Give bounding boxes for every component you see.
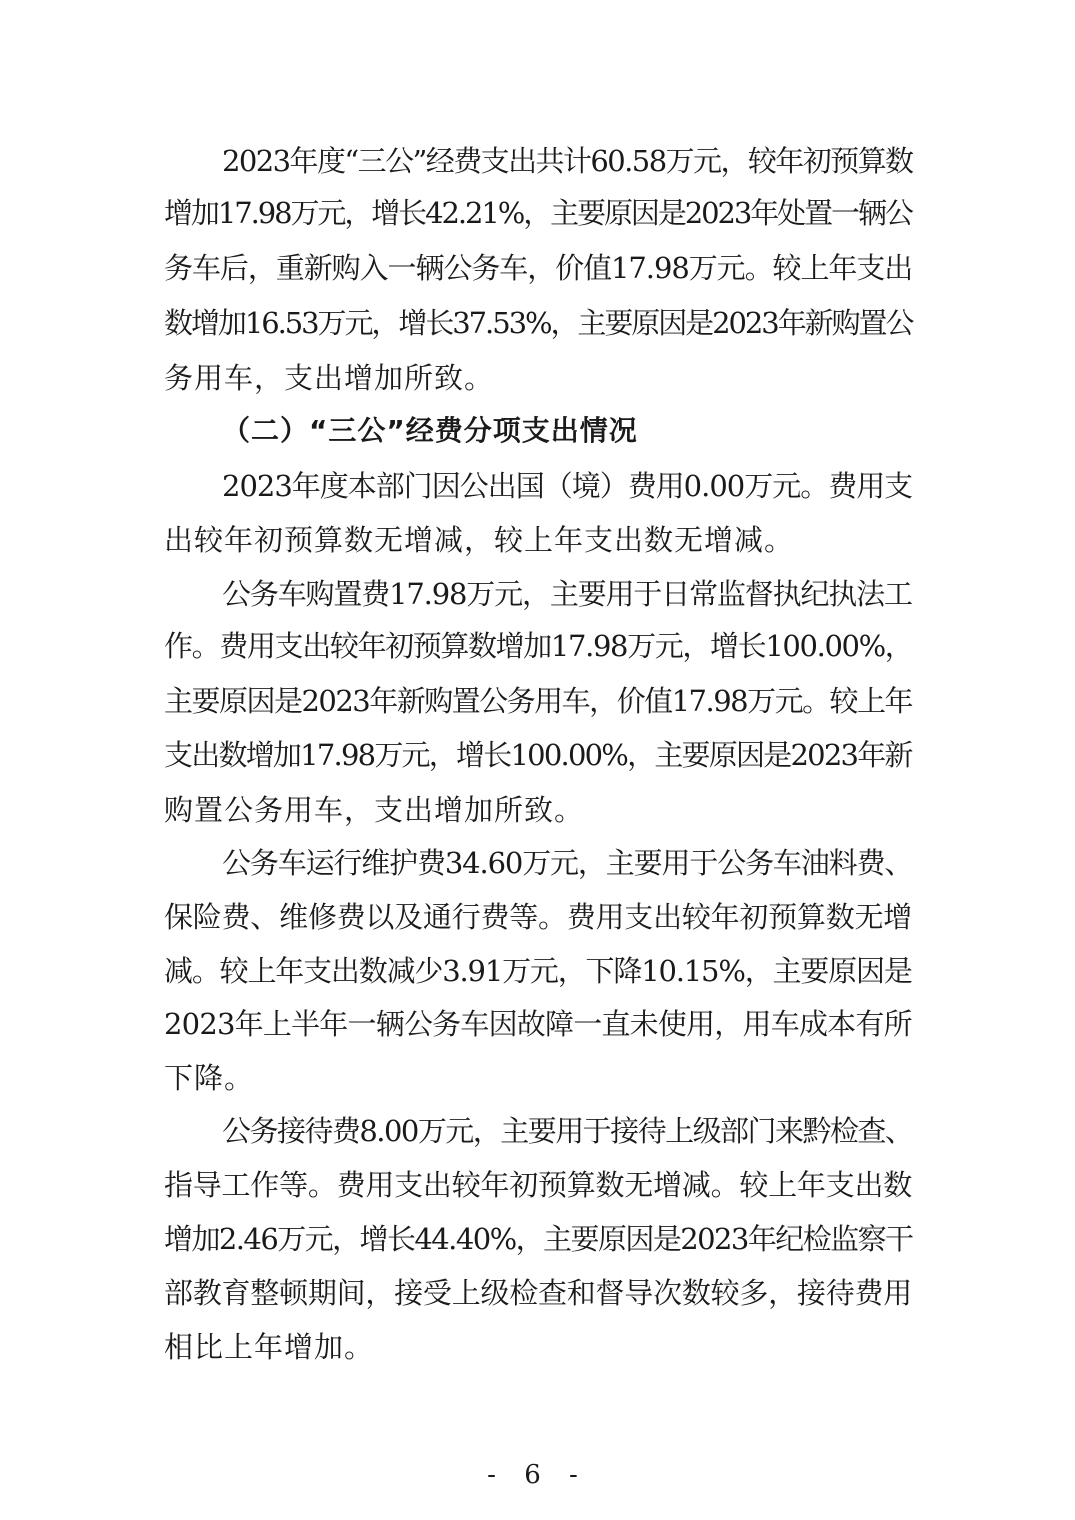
text-line: 数增加16.53万元，增长37.53%，主要原因是2023年新购置公 — [164, 306, 913, 340]
text-line: 指导工作等。费用支出较年初预算数无增减。较上年支出数 — [164, 1168, 913, 1202]
text-line: 支出数增加17.98万元，增长100.00%，主要原因是2023年新 — [164, 738, 912, 772]
text-line: 作。费用支出较年初预算数增加17.98万元，增长100.00%， — [164, 629, 913, 663]
text-line: 公务车购置费17.98万元，主要用于日常监督执纪执法工 — [222, 577, 912, 611]
text-line: 保险费、维修费以及通行费等。费用支出较年初预算数无增 — [164, 900, 913, 934]
text-line: 增加2.46万元，增长44.40%，主要原因是2023年纪检监察干 — [164, 1222, 913, 1256]
text-line: 务车后，重新购入一辆公务车，价值17.98万元。较上年支出 — [164, 251, 913, 285]
text-line: 2023年上半年一辆公务车因故障一直未使用，用车成本有所 — [164, 1007, 912, 1041]
page-number: - 6 - — [487, 1460, 588, 1490]
text-line: 公务车运行维护费34.60万元，主要用于公务车油料费、 — [222, 846, 913, 880]
text-line: 相比上年增加。 — [164, 1330, 375, 1364]
text-line: 下降。 — [164, 1061, 255, 1095]
text-line: 减。较上年支出数减少3.91万元，下降10.15%，主要原因是 — [164, 954, 912, 988]
text-line: 2023年度本部门因公出国（境）费用0.00万元。费用支 — [222, 469, 913, 503]
text-line: 部教育整顿期间，接受上级检查和督导次数较多，接待费用 — [164, 1276, 913, 1310]
text-line: 公务接待费8.00万元，主要用于接待上级部门来黔检查、 — [222, 1114, 913, 1148]
text-line: 购置公务用车，支出增加所致。 — [164, 793, 585, 827]
section-heading: （二）“三公”经费分项支出情况 — [222, 414, 638, 447]
text-line: 务用车，支出增加所致。 — [164, 361, 495, 395]
text-line: 2023年度“三公”经费支出共计60.58万元，较年初预算数 — [222, 144, 913, 178]
text-line: 出较年初预算数无增减，较上年支出数无增减。 — [164, 523, 795, 557]
text-line: 增加17.98万元，增长42.21%，主要原因是2023年处置一辆公 — [164, 196, 912, 230]
text-line: 主要原因是2023年新购置公务用车，价值17.98万元。较上年 — [164, 684, 913, 718]
